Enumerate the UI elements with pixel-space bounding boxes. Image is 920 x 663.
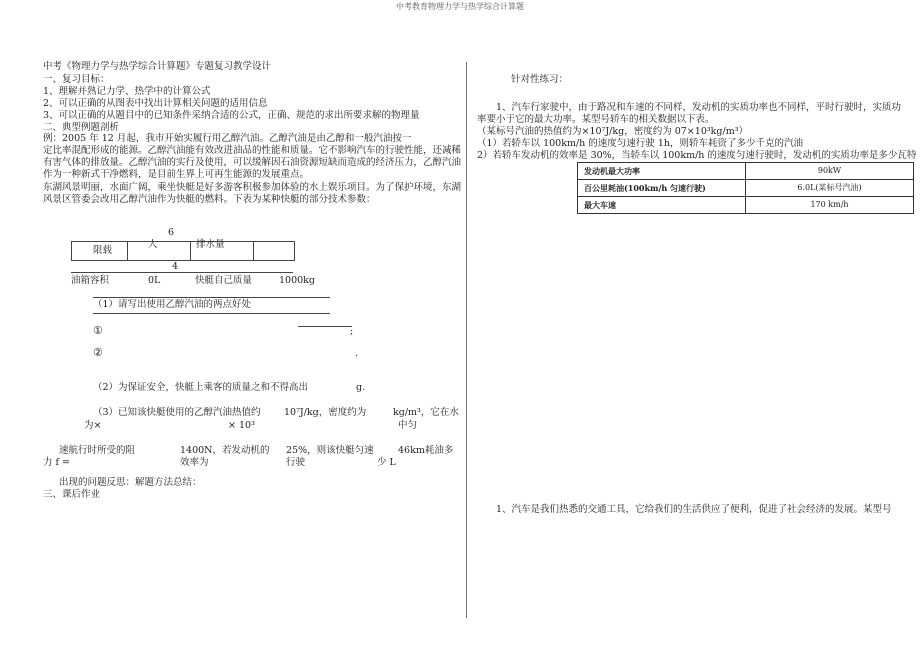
exercise-1-line-5: 2）若轿车发动机的效率是 30%，当轿车以 100km/h 的速度匀速行驶时，发动机的实质功率是多少瓦特 — [477, 150, 917, 161]
spec-value: 6.0L(某标号汽油) — [746, 180, 914, 197]
example-line-5: 东湖风景明丽，水面广阔，乘坐快艇是好多游客积极参加体验的水上娱乐项目。为了保护环境，东湖 — [43, 182, 462, 193]
example-line-1: 例：2005 年 12 月起，我市开始实履行用乙醇汽油。乙醇汽油是由乙醇和一般汽油按一 — [43, 133, 412, 144]
page-header-title: 中考教育物理力学与热学综合计算题 — [396, 2, 524, 11]
exercise-1-line-4: （1）若轿车以 100km/h 的速度匀速行驶 1h，则轿车耗资了多少千克的汽油 — [477, 138, 803, 149]
car-spec-table — [577, 162, 914, 214]
section-homework: 三、课后作业 — [43, 489, 101, 500]
question-1: （1）请写出使用乙醇汽油的两点好处 — [93, 299, 252, 310]
table-row — [578, 163, 914, 180]
exercise-2-line-1: 1、汽车是我们热悉的交通工具，它给我们的生活供应了便利，促进了社会经济的发展。某型号 — [496, 504, 892, 515]
question-1a: ① — [93, 324, 103, 337]
question-3-part-a: （3）已知该快艇使用的乙醇汽油热值约 — [93, 407, 261, 418]
spec-key: 发动机最大功率 — [578, 163, 746, 180]
table-row1-label: 限载 — [93, 245, 113, 256]
question-3-part-c: kg/m³，它在水 — [393, 407, 459, 418]
goal-1: 1、理解并熟记力学、热学中的计算公式 — [43, 86, 211, 97]
spec-key: 百公里耗油(100km/h 匀速行驶) — [578, 180, 746, 197]
question-3-part-l: 效率为 — [180, 457, 209, 468]
example-line-4: 作为一种新式干净燃料，是目前生界上可再生能源的发展重点。 — [43, 169, 310, 180]
question-3-part-m: 行驶 — [286, 457, 306, 468]
spec-value: 90kW — [746, 163, 914, 180]
answer-blank-1a — [298, 326, 352, 327]
table-row2-label2: 快艇自己质量 — [195, 275, 253, 286]
question-3-part-b: 10⁷J/kg，密度约为 — [284, 407, 367, 418]
exercise-1-line-2: 率要小于它的最大功率。某型号轿车的相关数据以下表。 — [477, 114, 715, 125]
example-line-2: 定比率混配形成的能源。乙醇汽油能有效改进油品的性能和质量。它不影响汽车的行驶性能，还减稀 — [43, 145, 462, 156]
example-line-3: 有害气体的排放量。乙醇汽油的实行及使用，可以缓解因石油资源短缺而造成的经济压力，乙醇汽油 — [43, 157, 462, 168]
question-3-part-i: 25%，则该快艇匀速 — [286, 445, 374, 456]
goal-3: 3、可以正确的从题目中的已知条件采纳合适的公式，正确、规范的求出所要求解的物理量 — [43, 110, 420, 121]
exercise-1-line-3: （某标号汽油的热值约为×10⁷J/kg，密度约为 07×10³kg/m³） — [477, 126, 749, 137]
question-2-unit: g. — [356, 382, 366, 393]
practice-heading: 针对性练习： — [511, 74, 569, 85]
column-divider — [466, 62, 467, 618]
question-3-part-h: 1400N，若发动机的 — [180, 445, 270, 456]
table-row1-col3: 排水量 — [196, 239, 225, 250]
table-top-number: 6 — [168, 227, 175, 238]
table-row — [578, 197, 914, 214]
question-1b: ② — [93, 346, 103, 359]
example-line-6: 风景区管委会改用乙醇汽油作为快艇的燃料。下表为某种快艇的部分技术参数： — [43, 194, 376, 205]
question-3-part-f: 中匀 — [398, 420, 418, 431]
question-3-part-e: × 10³ — [228, 420, 255, 431]
table-mid-number: 4 — [172, 261, 179, 272]
table-row — [578, 180, 914, 197]
exercise-1-line-1: 1、汽车行家驶中，由于路况和车速的不同样，发动机的实质功率也不同样，平时行驶时，实质功 — [496, 102, 902, 113]
question-2: （2）为保证安全，快艇上乘客的质量之和不得高出 — [93, 382, 309, 393]
question-rule — [93, 297, 330, 298]
spec-value: 170 km/h — [746, 197, 914, 214]
doc-title: 中考《物理力学与热学综合计算题》专题复习教学设计 — [43, 61, 272, 72]
question-3-part-n: 少 L — [377, 457, 396, 468]
section-goals: 一、复习目标： — [43, 74, 110, 85]
table-row2-value2: 1000kg — [279, 275, 316, 286]
question-3-part-j: 46km耗油多 — [398, 445, 454, 456]
reflection-line: 出现的问题反思：解题方法总结： — [59, 477, 202, 488]
question-3-part-d: 为× — [84, 420, 102, 431]
section-example: 二、典型例题剖析 — [43, 122, 120, 133]
question-3-part-g: 速航行时所受的阻 — [59, 445, 136, 456]
table-row2-value: 0L — [148, 275, 161, 286]
spec-key: 最大车速 — [578, 197, 746, 214]
goal-2: 2、可以正确的从图表中找出计算相关问题的适用信息 — [43, 98, 268, 109]
question-3-part-k: 力 f = — [43, 457, 71, 468]
table-row2-label: 油箱容积 — [71, 275, 110, 286]
table-ren: 人 — [148, 239, 158, 250]
